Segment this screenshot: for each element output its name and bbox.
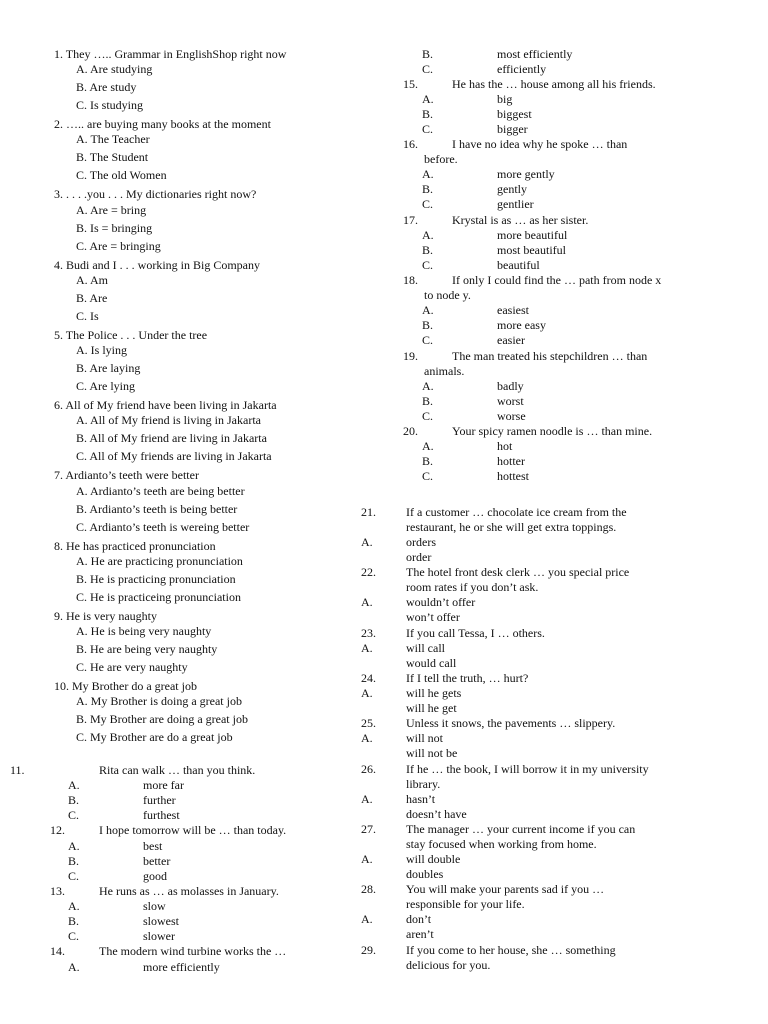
question-number: 27.	[361, 822, 376, 836]
option-b: better	[143, 854, 171, 868]
option-c: furthest	[143, 808, 180, 822]
question-stem-continued: restaurant, he or she will get extra toppings.	[406, 520, 617, 534]
option-b-letter: B.	[422, 394, 434, 408]
option-a-letter: A.	[361, 852, 373, 866]
question-number: 24.	[361, 671, 376, 685]
option-b-letter: B.	[68, 914, 80, 928]
option-a: slow	[143, 899, 166, 913]
option-a: A. All of My friend is living in Jakarta	[76, 413, 261, 427]
question-stem: You will make your parents sad if you …	[406, 882, 605, 896]
option-a: easiest	[497, 303, 529, 317]
option-a: A. Are = bring	[76, 203, 147, 217]
option-a-letter: A.	[361, 731, 373, 745]
option-b: aren’t	[406, 927, 434, 941]
option-b-letter: B.	[422, 454, 434, 468]
option-b: most beautiful	[497, 243, 566, 257]
option-a-letter: A.	[68, 960, 80, 974]
option-b: biggest	[497, 107, 532, 121]
option-b: slowest	[143, 914, 179, 928]
option-b: B. Are laying	[76, 361, 141, 375]
option-b: order	[406, 550, 432, 564]
option-c: C. Is studying	[76, 98, 144, 112]
option-b: will he get	[406, 701, 457, 715]
option-a: hot	[497, 439, 513, 453]
option-a-letter: A.	[361, 641, 373, 655]
option-a: big	[497, 92, 513, 106]
question-number: 13.	[50, 884, 65, 898]
option-c: C. He is practiceing pronunciation	[76, 590, 241, 604]
option-a-letter: A.	[68, 899, 80, 913]
question-stem: If a customer … chocolate ice cream from the	[406, 505, 627, 519]
question-stem: 10. My Brother do a great job	[54, 679, 197, 693]
question-stem: The man treated his stepchildren … than	[452, 349, 648, 363]
option-a: more far	[143, 778, 184, 792]
question-stem-continued: library.	[406, 777, 441, 791]
option-a: A. Is lying	[76, 343, 127, 357]
option-a: A. He is being very naughty	[76, 624, 212, 638]
option-a-letter: A.	[422, 228, 434, 242]
option-a: more gently	[497, 167, 555, 181]
question-stem-continued: room rates if you don’t ask.	[406, 580, 539, 594]
question-number: 20.	[403, 424, 418, 438]
question-number: 16.	[403, 137, 418, 151]
option-b: hotter	[497, 454, 525, 468]
option-c: C. He are very naughty	[76, 660, 188, 674]
question-stem: Your spicy ramen noodle is … than mine.	[452, 424, 653, 438]
question-number: 11.	[10, 763, 25, 777]
option-c-letter: C.	[422, 258, 434, 272]
question-number: 23.	[361, 626, 376, 640]
question-number: 22.	[361, 565, 376, 579]
option-a-letter: A.	[68, 778, 80, 792]
option-c: hottest	[497, 469, 529, 483]
option-b: doesn’t have	[406, 807, 467, 821]
option-b: B. Ardianto’s teeth is being better	[76, 502, 238, 516]
option-c-letter: C.	[422, 333, 434, 347]
option-c: C. All of My friends are living in Jakarta	[76, 449, 272, 463]
question-stem: The modern wind turbine works the …	[99, 944, 287, 958]
question-stem: Krystal is as … as her sister.	[452, 213, 589, 227]
option-c-letter: C.	[422, 62, 434, 76]
option-c-letter: C.	[68, 929, 80, 943]
option-a-letter: A.	[361, 912, 373, 926]
question-number: 19.	[403, 349, 418, 363]
question-stem-continued: stay focused when working from home.	[406, 837, 597, 851]
question-number: 25.	[361, 716, 376, 730]
option-a: will call	[406, 641, 445, 655]
option-b: won’t offer	[406, 610, 460, 624]
option-a-letter: A.	[422, 439, 434, 453]
option-a-letter: A.	[361, 535, 373, 549]
option-c: easier	[497, 333, 525, 347]
question-number: 12.	[50, 823, 65, 837]
option-b-letter: B.	[422, 182, 434, 196]
question-stem: 3. . . . .you . . . My dictionaries right now?	[54, 187, 257, 201]
question-stem: He has the … house among all his friends.	[452, 77, 656, 91]
question-number: 28.	[361, 882, 376, 896]
option-a: don’t	[406, 912, 432, 926]
question-stem: If you come to her house, she … something	[406, 943, 616, 957]
question-stem: He runs as … as molasses in January.	[99, 884, 279, 898]
option-c-letter: C.	[422, 469, 434, 483]
option-b: doubles	[406, 867, 444, 881]
option-a: A. Are studying	[76, 62, 153, 76]
option-b: B. Is = bringing	[76, 221, 153, 235]
option-c: gentlier	[497, 197, 534, 211]
question-stem-continued: before.	[424, 152, 458, 166]
option-b-letter: B.	[422, 107, 434, 121]
option-a: best	[143, 839, 163, 853]
option-b: most efficiently	[497, 47, 573, 61]
option-a-letter: A.	[422, 303, 434, 317]
option-b: B. My Brother are doing a great job	[76, 712, 248, 726]
option-c: slower	[143, 929, 175, 943]
option-c: C. Is	[76, 309, 99, 323]
option-c: worse	[497, 409, 526, 423]
option-a-letter: A.	[361, 792, 373, 806]
option-c: C. The old Women	[76, 168, 167, 182]
question-number: 18.	[403, 273, 418, 287]
option-a: A. My Brother is doing a great job	[76, 694, 242, 708]
option-a: badly	[497, 379, 524, 393]
option-a: more beautiful	[497, 228, 568, 242]
option-b: more easy	[497, 318, 546, 332]
question-stem: 6. All of My friend have been living in Jakarta	[54, 398, 277, 412]
option-a: will not	[406, 731, 444, 745]
option-c: C. Are = bringing	[76, 239, 161, 253]
option-a: will double	[406, 852, 461, 866]
question-stem: Rita can walk … than you think.	[99, 763, 256, 777]
option-a-letter: A.	[422, 92, 434, 106]
option-b: worst	[497, 394, 524, 408]
option-b: further	[143, 793, 176, 807]
option-a: A. He are practicing pronunciation	[76, 554, 243, 568]
question-stem: The manager … your current income if you can	[406, 822, 636, 836]
option-a: A. Am	[76, 273, 109, 287]
option-c-letter: C.	[68, 808, 80, 822]
option-b: B. Are study	[76, 80, 137, 94]
option-c-letter: C.	[422, 197, 434, 211]
option-b: B. All of My friend are living in Jakarta	[76, 431, 267, 445]
question-number: 26.	[361, 762, 376, 776]
option-c: efficiently	[497, 62, 547, 76]
question-stem: If you call Tessa, I … others.	[406, 626, 545, 640]
option-a-letter: A.	[68, 839, 80, 853]
option-b: would call	[406, 656, 457, 670]
option-a-letter: A.	[361, 686, 373, 700]
question-stem: If only I could find the … path from node x	[452, 273, 662, 287]
question-stem: Unless it snows, the pavements … slippery.	[406, 716, 616, 730]
question-number: 15.	[403, 77, 418, 91]
option-b-letter: B.	[422, 243, 434, 257]
option-a: A. The Teacher	[76, 132, 150, 146]
question-stem-continued: delicious for you.	[406, 958, 491, 972]
question-number: 14.	[50, 944, 65, 958]
question-stem: The hotel front desk clerk … you special price	[406, 565, 630, 579]
question-number: 29.	[361, 943, 376, 957]
option-a: hasn’t	[406, 792, 436, 806]
option-c: beautiful	[497, 258, 540, 272]
question-stem: If I tell the truth, … hurt?	[406, 671, 529, 685]
option-b: gently	[497, 182, 527, 196]
option-b: B. Are	[76, 291, 108, 305]
option-a-letter: A.	[422, 379, 434, 393]
option-a: orders	[406, 535, 436, 549]
option-b-letter: B.	[68, 854, 80, 868]
question-stem: 4. Budi and I . . . working in Big Company	[54, 258, 260, 272]
question-stem: 9. He is very naughty	[54, 609, 157, 623]
option-c: good	[143, 869, 167, 883]
question-stem: 2. ….. are buying many books at the moment	[54, 117, 271, 131]
option-b: B. He is practicing pronunciation	[76, 572, 236, 586]
option-a-letter: A.	[361, 595, 373, 609]
option-a: will he gets	[406, 686, 462, 700]
option-c-letter: C.	[422, 409, 434, 423]
option-b-letter: B.	[422, 318, 434, 332]
question-number: 21.	[361, 505, 376, 519]
question-stem: 8. He has practiced pronunciation	[54, 539, 216, 553]
question-stem: I have no idea why he spoke … than	[452, 137, 628, 151]
question-stem: 7. Ardianto’s teeth were better	[54, 468, 199, 482]
question-stem-continued: to node y.	[424, 288, 471, 302]
option-c-letter: C.	[68, 869, 80, 883]
question-number: 17.	[403, 213, 418, 227]
option-c: C. Ardianto’s teeth is wereing better	[76, 520, 250, 534]
option-b-letter: B.	[422, 47, 434, 61]
option-b: B. The Student	[76, 150, 149, 164]
option-a: A. Ardianto’s teeth are being better	[76, 484, 245, 498]
option-b: B. He are being very naughty	[76, 642, 218, 656]
question-stem-continued: animals.	[424, 364, 465, 378]
question-stem-continued: responsible for your life.	[406, 897, 525, 911]
option-a: wouldn’t offer	[406, 595, 476, 609]
question-stem: 5. The Police . . . Under the tree	[54, 328, 208, 342]
question-stem: I hope tomorrow will be … than today.	[99, 823, 287, 837]
option-a-letter: A.	[422, 167, 434, 181]
option-a: more efficiently	[143, 960, 220, 974]
option-b: will not be	[406, 746, 458, 760]
option-c: C. Are lying	[76, 379, 135, 393]
question-stem: 1. They ….. Grammar in EnglishShop right now	[54, 47, 287, 61]
option-c: C. My Brother are do a great job	[76, 730, 233, 744]
question-stem: If he … the book, I will borrow it in my university	[406, 762, 649, 776]
option-c-letter: C.	[422, 122, 434, 136]
option-b-letter: B.	[68, 793, 80, 807]
option-c: bigger	[497, 122, 528, 136]
